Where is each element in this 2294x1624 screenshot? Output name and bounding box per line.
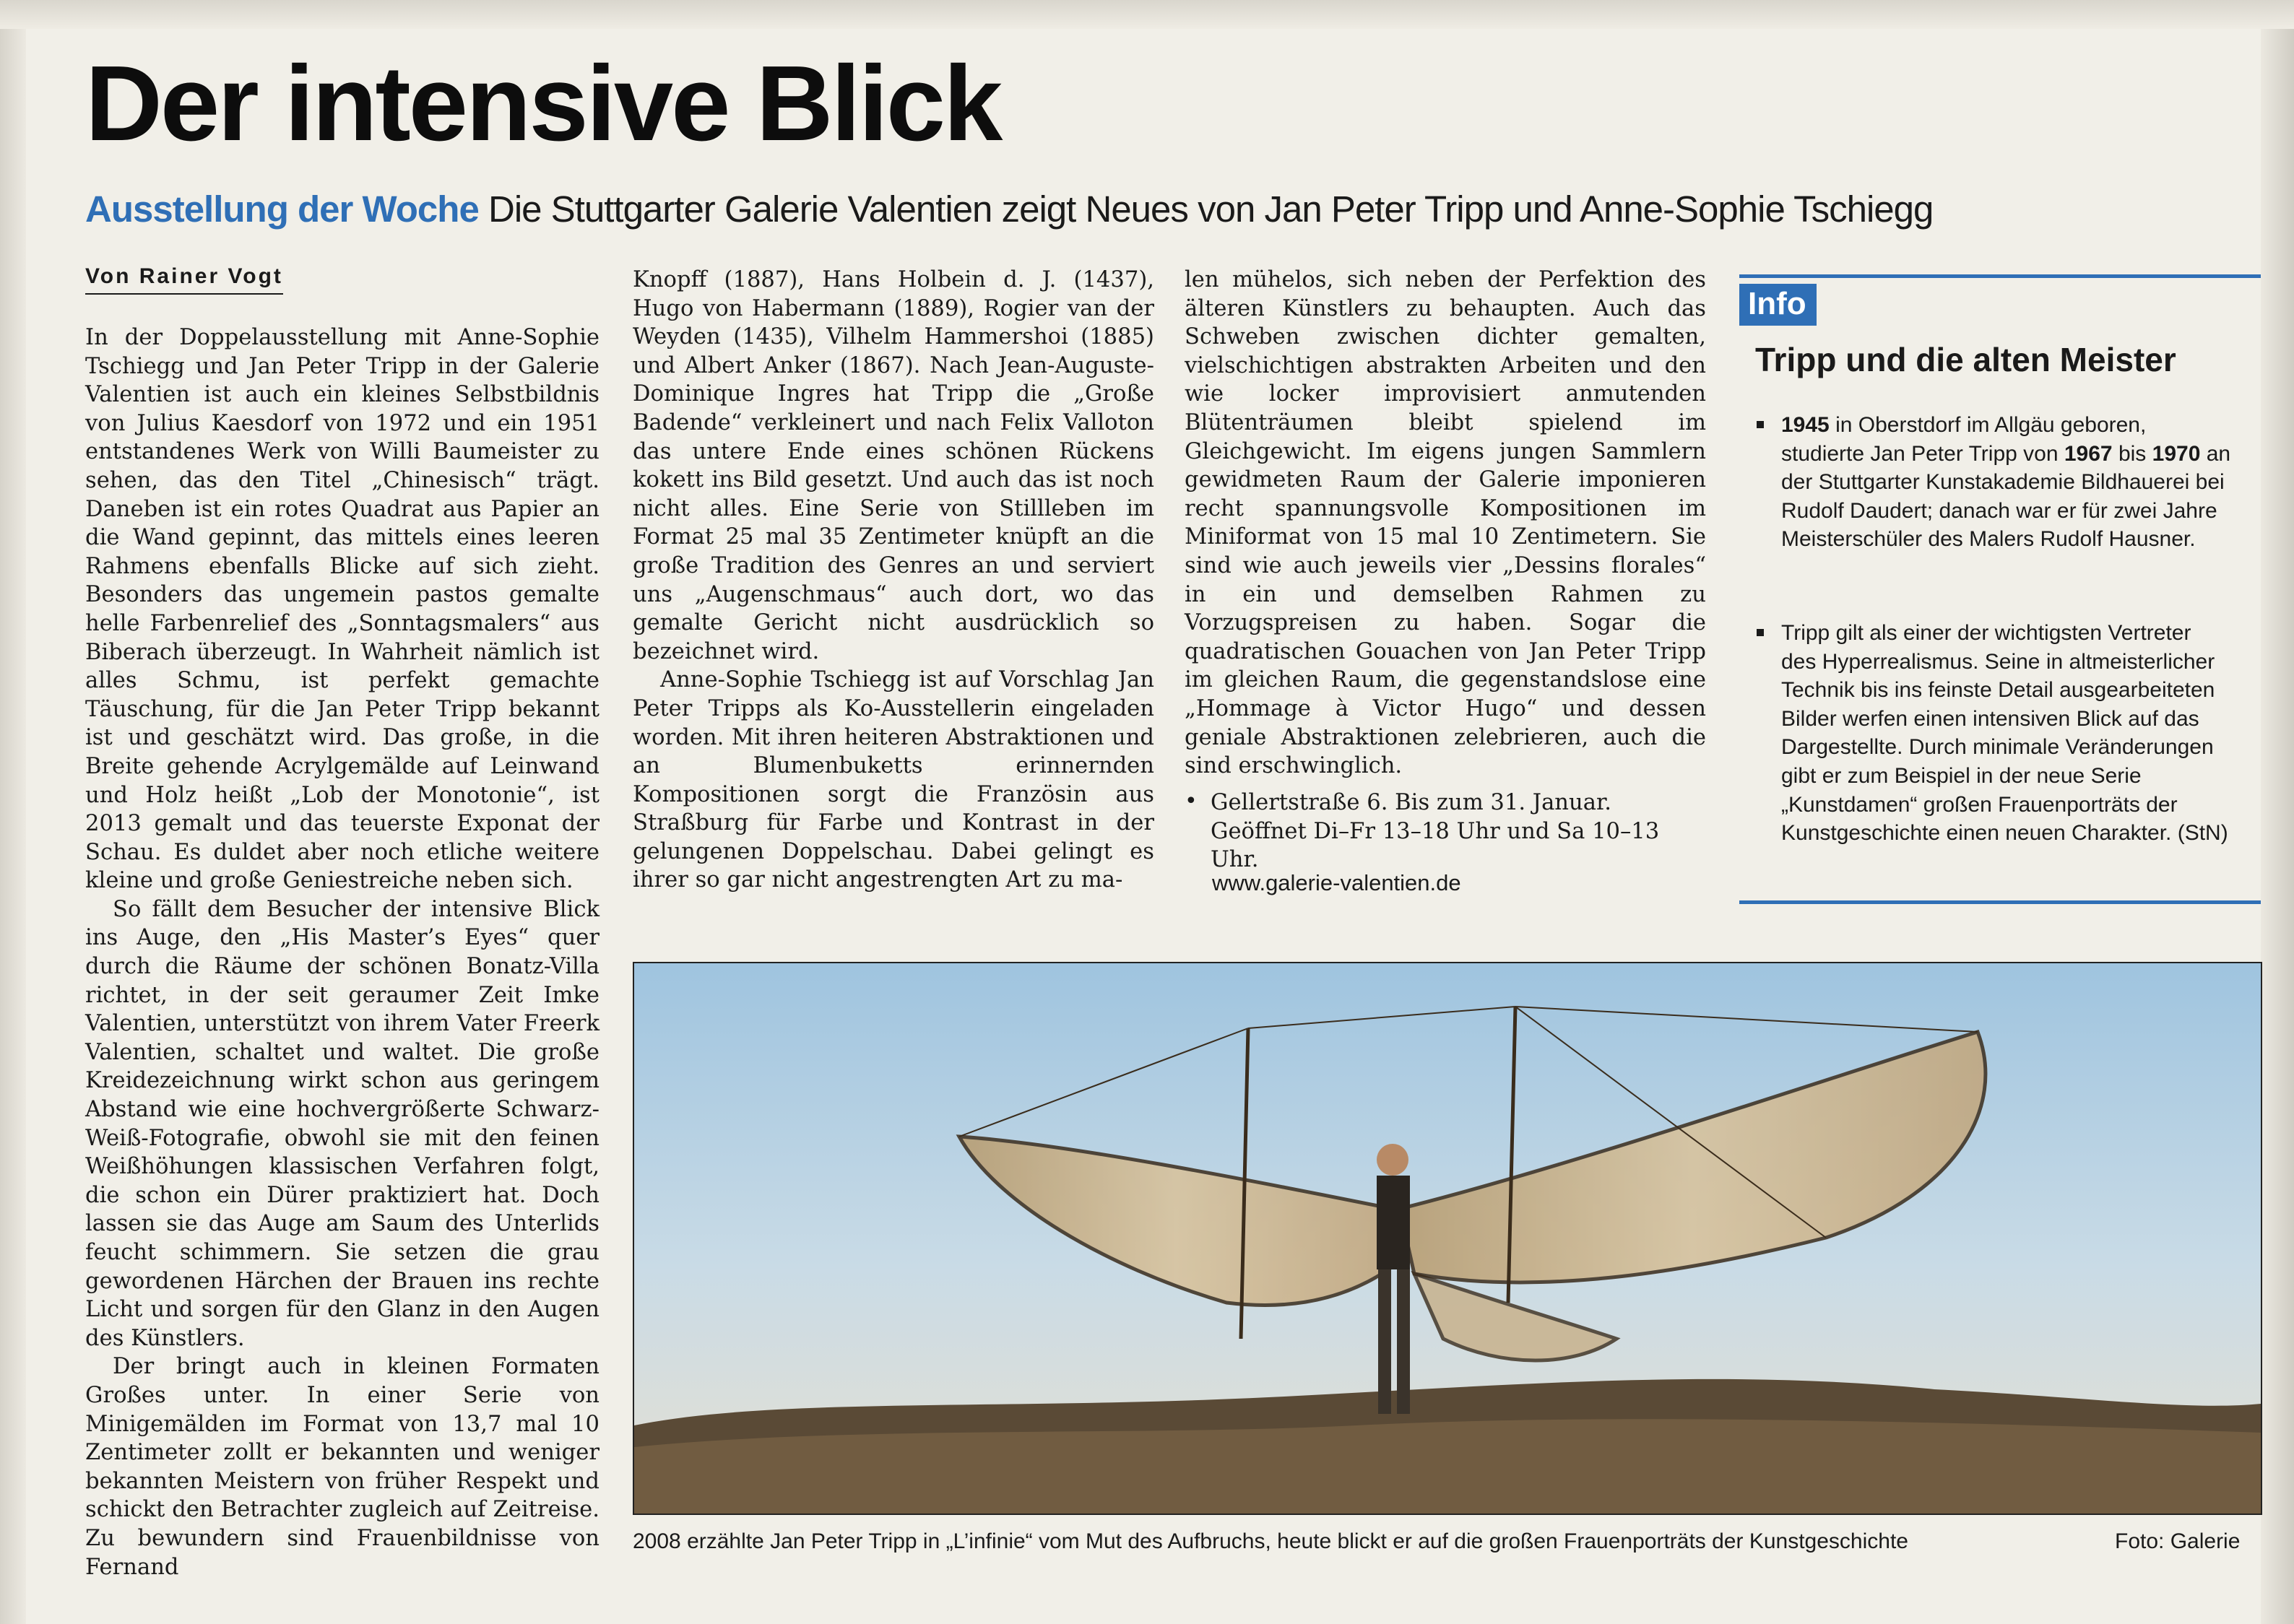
info-item (1755, 619, 2232, 848)
paragraph: Anne-Sophie Tschiegg ist auf Vorschlag Jan Peter Tripps als Ko-Ausstellerin eingeladen worden. Mit ihren heiteren Abstraktionen und an Blumenbuketts erinnernden Kompositionen sorgt die Französin aus Straßburg für Farbe und Kontrast in der gelungenen Doppelschau. Dabei gelingt es ihrer so gar nicht angestrengten Art zu ma- (633, 667, 1154, 893)
square-bullet-icon (1757, 421, 1764, 428)
page-edge-left (0, 0, 26, 1624)
exhibition-address (1185, 789, 1706, 874)
pilot-leg (1397, 1269, 1410, 1414)
page-edge-right (2261, 0, 2294, 1624)
body-column-1 (85, 324, 600, 1581)
info-tag: Info (1739, 284, 1817, 326)
paragraph: Knopff (1887), Hans Holbein d. J. (1437), Hugo von Habermann (1889), Rogier van der Weyden (1435), Vilhelm Hammershoi (1885) und Albert Anker (1867). Nach Jean-Auguste-Dominique Ingres hat Tripp die „Große Badende“ verkleinert und nach Felix Valloton das untere Ende eines schönen Rückens kokett ins Bild gesetzt. Und auch das ist noch nicht alles. Eine Serie von Stillleben im Format 25 mal 35 Zentimeter knüpft an die große Tradition des Genres an und serviert uns „Augenschmaus“ auch dort, wo das gemalte Gericht nicht ausdrücklich so bezeichnet wird. (633, 267, 1154, 664)
info-item (1755, 411, 2232, 554)
info-text: Tripp gilt als einer der wichtigsten Vertreter des Hyperrealismus. Seine in altmeisterlicher Technik bis ins feinste Detail ausgearbeiteten Bilder werfen einen intensiven Blick auf das Dargestellte. Durch minimale Veränderungen gibt er zum Beispiel in der neue Serie „Kunstdamen“ großen Frauenporträts der Kunstgeschichte einen neuen Charakter. (StN) (1781, 621, 2228, 846)
paragraph: In der Doppelausstellung mit Anne-Sophie Tschiegg und Jan Peter Tripp in der Galerie Valentien ist auch ein kleines Selbstbildnis von Julius Kaesdorf von 1972 und ein 1951 entstandenes Werk von Willi Baumeister zu sehen, das den Titel „Chinesisch“ trägt. Daneben ist ein rotes Quadrat aus Papier an die Wand gepinnt, das mittels eines leeren Rahmens ebenfalls Blicke auf sich zieht. Besonders das ungemein pastos gemalte helle Farbenrelief des „Sonntagsmalers“ aus Biberach überzeugt. In Wahrheit nämlich ist alles Schmu, ist perfekt gemachte Täuschung, für die Jan Peter Tripp bekannt ist und geschätzt wird. Das große, in die Breite gehende Acrylgemälde auf Leinwand und Holz heißt „Lob der Monotonie“, ist 2013 gemalt und das teuerste Exponat der Schau. Es duldet aber noch etliche weitere kleine und große Geniestreiche neben sich. (85, 325, 600, 894)
body-column-3 (1185, 266, 1706, 781)
pilot-head (1377, 1144, 1408, 1176)
website-link[interactable]: www.galerie-valentien.de (1212, 870, 1461, 895)
info-year-from: 1967 (2064, 441, 2113, 466)
bullet-icon: • (1185, 789, 1198, 814)
address-text: Gellertstraße 6. Bis zum 31. Januar. Geöffnet Di–Fr 13–18 Uhr und Sa 10–13 Uhr. (1211, 790, 1660, 873)
body-column-2 (633, 266, 1154, 895)
subheadline (85, 189, 1933, 230)
info-title: Tripp und die alten Meister (1755, 341, 2176, 378)
info-year-to: 1970 (2152, 441, 2201, 466)
article-photo (633, 962, 2262, 1515)
headline: Der intensive Blick (85, 44, 1001, 163)
paragraph: So fällt dem Besucher der intensive Blick ins Auge, den „His Master’s Eyes“ quer durch die Räume der schönen Bonatz-Villa richtet, in der seit geraumer Zeit Imke Valentien, unterstützt von ihrem Vater Freerk Valentien, schaltet und waltet. Die große Kreidezeichnung wirkt schon aus geringem Abstand wie eine hochvergrößerte Schwarz-Weiß-Fotografie, obwohl sie mit den feinen Weißhöhungen klassischen Verfahren folgt, die schon ein Dürer praktiziert hat. Doch lassen sie das Auge am Saum des Unterlids feucht schimmern. Sie setzen die grau gewordenen Härchen der Brauen ins rechte Licht und sorgen für den Glanz in den Augen des Künstlers. (85, 896, 600, 1351)
pilot-leg (1378, 1269, 1391, 1414)
paragraph: len mühelos, sich neben der Perfektion des älteren Künstlers zu behaupten. Auch das Schweben zwischen dichter gemalten, vielschichtigen abstrakten Arbeiten und den wie locker improvisiert anmutenden Blütenträumen bleibt spielend im Gleichgewicht. Im eigens jungen Sammlern gewidmeten Raum der Galerie imponieren recht spannungsvolle Kompositionen im Miniformat von 15 mal 10 Zentimetern. Sie sind wie auch jeweils vier „Dessins florales“ in ein und demselben Rahmen zu Vorzugspreisen zu haben. Sogar die quadratischen Gouachen von Jan Peter Tripp im gleichen Raum, die gegenstandslose eine „Hommage à Victor Hugo“ und dessen geniale Abstraktionen zelebrieren, auch die sind erschwinglich. (1185, 267, 1706, 779)
info-text: in Oberstdorf im Allgäu geboren, studierte Jan Peter Tripp von (1781, 413, 2147, 466)
dek: Die Stuttgarter Galerie Valentien zeigt Neues von Jan Peter Tripp und Anne-Sophie Tschiegg (488, 188, 1934, 230)
pilot-torso (1377, 1176, 1410, 1269)
info-text: bis (2112, 441, 2152, 466)
kicker: Ausstellung der Woche (85, 188, 479, 230)
page-edge-top (0, 0, 2294, 29)
paragraph: Der bringt auch in kleinen Formaten Großes unter. In einer Serie von Minigemälden im Format von 13,7 mal 10 Zentimeter zollt er bekannten und weniger bekannten Meistern von früher Respekt und schickt den Betrachter zugleich auf Zeitreise. Zu bewundern sind Frauenbildnisse von Fernand (85, 1354, 600, 1580)
info-text: an der Stuttgarter Kunstakademie Bildhauerei bei Rudolf Daudert; danach war er für zwei Jahre Meisterschüler des Malers Rudolf Hausner. (1781, 441, 2231, 552)
info-year: 1945 (1781, 413, 1830, 437)
byline: Von Rainer Vogt (85, 264, 283, 295)
info-box (1739, 274, 2261, 904)
photo-credit: Foto: Galerie (2115, 1529, 2241, 1553)
square-bullet-icon (1757, 629, 1764, 636)
photo-caption: 2008 erzählte Jan Peter Tripp in „L’infinie“ vom Mut des Aufbruchs, heute blickt er auf die großen Frauenporträts der Kunstgeschichte (633, 1529, 1908, 1553)
